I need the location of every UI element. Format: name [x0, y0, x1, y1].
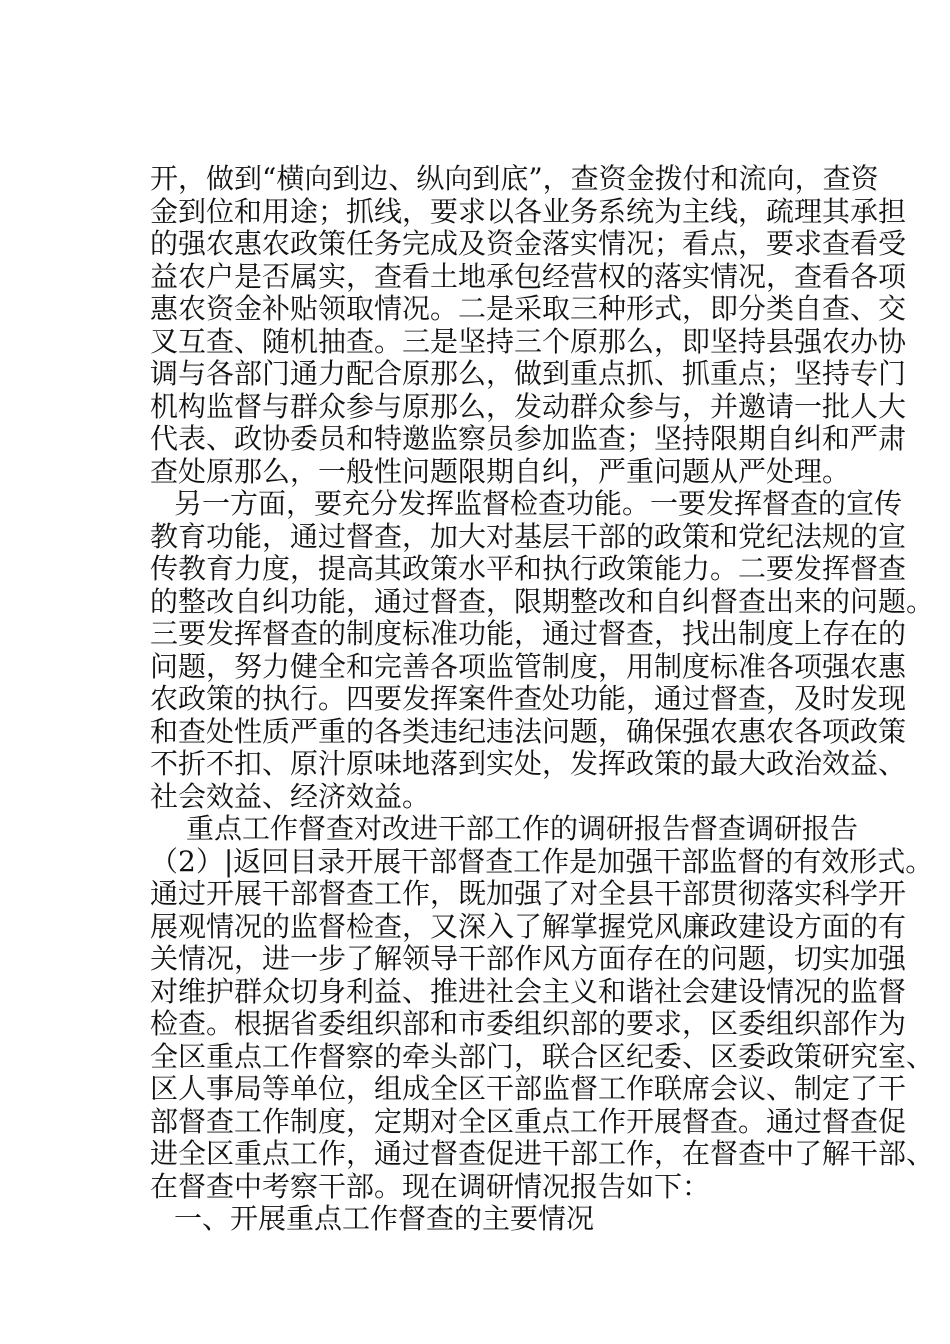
text-line: 在督查中考察干部。现在调研情况报告如下：	[150, 1169, 711, 1203]
text-line: 进全区重点工作，通过督查促进干部工作，在督查中了解干部、	[150, 1137, 935, 1170]
subsection-heading: 一、开展重点工作督查的主要情况	[174, 1202, 595, 1235]
text-line: 调与各部门通力配合原那么，做到重点抓、抓重点；坚持专门	[150, 357, 907, 390]
text-line: 展观情况的监督检查，又深入了解掌握党风廉政建设方面的有	[150, 909, 907, 943]
text-line: 部督查工作制度，定期对全区重点工作开展督查。通过督查促	[150, 1104, 907, 1138]
text-line: 的整改自纠功能，通过督查，限期整改和自纠督查出来的问题。	[150, 584, 935, 618]
text-line: 传教育力度，提高其政策水平和执行政策能力。二要发挥督查	[150, 552, 907, 585]
text-line: 农政策的执行。四要发挥案件查处功能，通过督查，及时发现	[150, 682, 907, 715]
text-line: 通过开展干部督查工作，既加强了对全县干部贯彻落实科学开	[150, 877, 907, 910]
text-line: 叉互查、随机抽查。三是坚持三个原那么，即坚持县强农办协	[150, 324, 907, 358]
text-line: 惠农资金补贴领取情况。二是采取三种形式，即分类自查、交	[150, 292, 907, 325]
text-line: 问题，努力健全和完善各项监管制度，用制度标准各项强农惠	[150, 649, 907, 683]
text-line: 教育功能，通过督查，加大对基层干部的政策和党纪法规的宣	[150, 519, 907, 553]
text-line: 代表、政协委员和特邀监察员参加监查；坚持限期自纠和严肃	[150, 422, 907, 455]
text-line: 关情况，进一步了解领导干部作风方面存在的问题，切实加强	[150, 942, 907, 975]
text-line: 机构监督与群众参与原那么，发动群众参与，并邀请一批人大	[150, 389, 907, 423]
text-line: （2）|返回目录开展干部督查工作是加强干部监督的有效形式。	[150, 844, 934, 878]
text-line: 区人事局等单位，组成全区干部监督工作联席会议、制定了干	[150, 1072, 907, 1105]
text-line: 三要发挥督查的制度标准功能，通过督查，找出制度上存在的	[150, 617, 907, 650]
text-line: 和查处性质严重的各类违纪违法问题，确保强农惠农各项政策	[150, 714, 907, 748]
text-line: 检查。根据省委组织部和市委组织部的要求，区委组织部作为	[150, 1007, 907, 1040]
text-line: 对维护群众切身利益、推进社会主义和谐社会建设情况的监督	[150, 974, 907, 1008]
text-line: 查处原那么，一般性问题限期自纠，严重问题从严处理。	[150, 454, 851, 488]
text-line: 开，做到“横向到边、纵向到底”，查资金拨付和流向，查资	[150, 162, 879, 195]
text-line: 的强农惠农政策任务完成及资金落实情况；看点，要求查看受	[150, 227, 907, 260]
text-line: 全区重点工作督察的牵头部门，联合区纪委、区委政策研究室、	[150, 1039, 935, 1073]
text-line: 益农户是否属实，查看土地承包经营权的落实情况，查看各项	[150, 259, 907, 293]
text-line: 社会效益、经济效益。	[150, 779, 431, 813]
text-line: 不折不扣、原汁原味地落到实处，发挥政策的最大政治效益、	[150, 747, 907, 780]
text-line: 金到位和用途；抓线，要求以各业务系统为主线，疏理其承担	[150, 194, 907, 228]
document-body	[150, 162, 935, 1236]
section-heading: 重点工作督查对改进干部工作的调研报告督查调研报告	[186, 812, 859, 845]
paragraph-start: 另一方面，要充分发挥监督检查功能。一要发挥督查的宣传	[174, 487, 903, 520]
